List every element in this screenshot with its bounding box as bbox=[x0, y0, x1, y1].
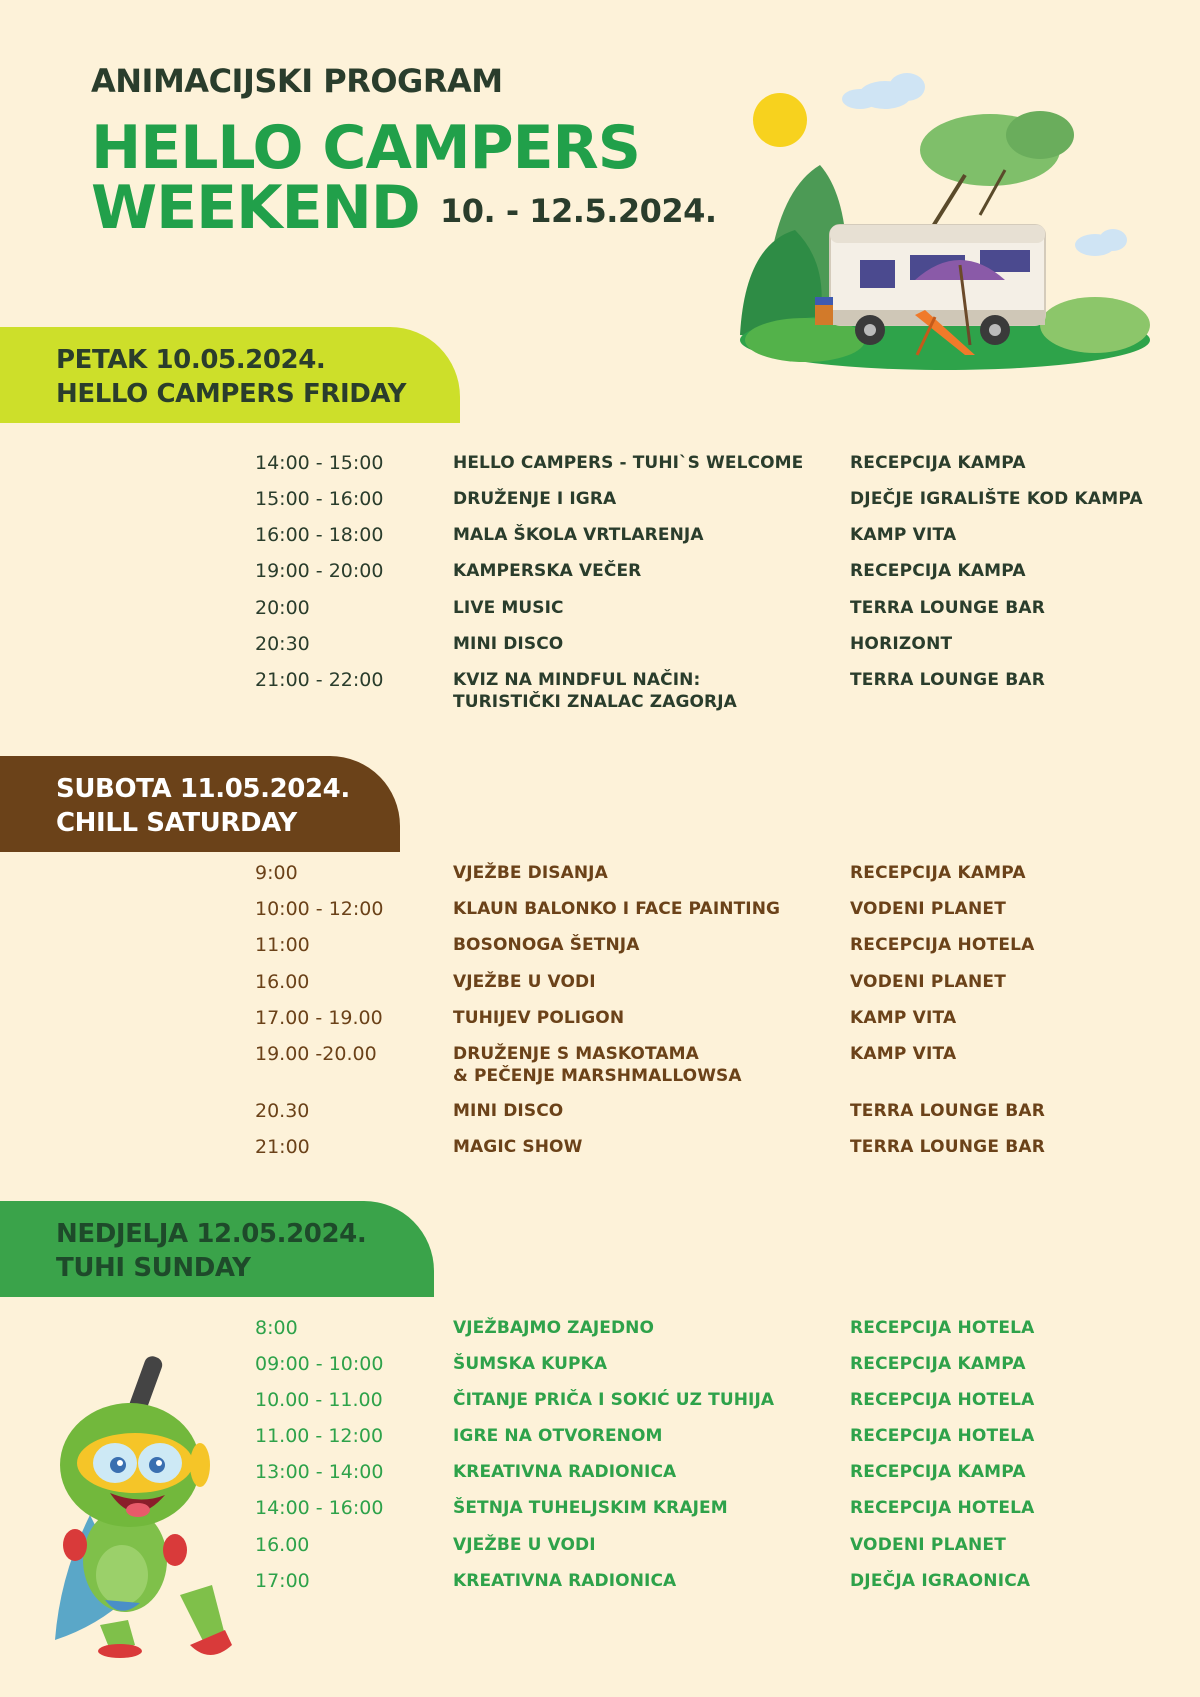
event-location: RECEPCIJA HOTELA bbox=[850, 1426, 1035, 1446]
event-activity bbox=[453, 934, 843, 956]
schedule-row bbox=[0, 597, 1200, 637]
schedule-row bbox=[0, 1043, 1200, 1086]
schedule-row bbox=[0, 898, 1200, 938]
schedule-row bbox=[0, 452, 1200, 492]
event-activity-line: ŠETNJA TUHELJSKIM KRAJEM bbox=[453, 1498, 728, 1518]
event-activity bbox=[453, 1100, 843, 1122]
schedule-row bbox=[0, 633, 1200, 673]
event-activity-line: BOSONOGA ŠETNJA bbox=[453, 935, 640, 955]
event-location: RECEPCIJA KAMPA bbox=[850, 561, 1026, 581]
event-location: TERRA LOUNGE BAR bbox=[850, 1137, 1046, 1157]
event-time: 13:00 - 14:00 bbox=[255, 1461, 384, 1483]
schedule-row bbox=[0, 669, 1200, 712]
event-time: 17:00 bbox=[255, 1570, 310, 1592]
event-activity bbox=[453, 1043, 843, 1087]
event-title-line2: WEEKEND bbox=[91, 173, 420, 243]
event-location: VODENI PLANET bbox=[850, 1535, 1006, 1555]
event-activity bbox=[453, 597, 843, 619]
event-activity bbox=[453, 1425, 843, 1447]
event-time: 20:00 bbox=[255, 597, 310, 619]
event-time: 19:00 - 20:00 bbox=[255, 560, 384, 582]
event-time: 16:00 - 18:00 bbox=[255, 524, 384, 546]
event-time: 21:00 bbox=[255, 1136, 310, 1158]
event-location: DJEČJE IGRALIŠTE KOD KAMPA bbox=[850, 489, 1143, 509]
event-time: 9:00 bbox=[255, 862, 298, 884]
event-activity-line: ČITANJE PRIČA I SOKIĆ UZ TUHIJA bbox=[453, 1390, 775, 1410]
event-title-line1: HELLO CAMPERS bbox=[91, 113, 640, 183]
event-activity-line: VJEŽBAJMO ZAJEDNO bbox=[453, 1318, 655, 1338]
day-header-friday bbox=[0, 327, 460, 423]
camper-van-illustration bbox=[735, 55, 1165, 385]
schedule-row bbox=[0, 524, 1200, 564]
event-time: 20.30 bbox=[255, 1100, 310, 1122]
event-activity-line: VJEŽBE U VODI bbox=[453, 1535, 596, 1555]
event-activity bbox=[453, 1136, 843, 1158]
event-time: 09:00 - 10:00 bbox=[255, 1353, 384, 1375]
event-location: RECEPCIJA KAMPA bbox=[850, 863, 1026, 883]
event-location: KAMP VITA bbox=[850, 1008, 957, 1028]
event-activity-line: MALA ŠKOLA VRTLARENJA bbox=[453, 525, 704, 545]
schedule-row bbox=[0, 560, 1200, 600]
program-eyebrow: ANIMACIJSKI PROGRAM bbox=[91, 62, 503, 100]
event-activity-line: MINI DISCO bbox=[453, 1101, 564, 1121]
event-time: 14:00 - 15:00 bbox=[255, 452, 384, 474]
event-time: 16.00 bbox=[255, 971, 310, 993]
event-time: 10.00 - 11.00 bbox=[255, 1389, 383, 1411]
event-activity-line: TUHIJEV POLIGON bbox=[453, 1008, 625, 1028]
event-time: 8:00 bbox=[255, 1317, 298, 1339]
event-activity bbox=[453, 633, 843, 655]
event-location: DJEČJA IGRAONICA bbox=[850, 1571, 1031, 1591]
event-location: TERRA LOUNGE BAR bbox=[850, 670, 1046, 690]
day-header-theme: CHILL SATURDAY bbox=[56, 808, 297, 838]
event-activity-line: ŠUMSKA KUPKA bbox=[453, 1354, 608, 1374]
event-time: 14:00 - 16:00 bbox=[255, 1497, 384, 1519]
event-activity bbox=[453, 1461, 843, 1483]
schedule-row bbox=[0, 488, 1200, 528]
day-header-theme: TUHI SUNDAY bbox=[56, 1253, 251, 1283]
event-activity-line: VJEŽBE U VODI bbox=[453, 972, 596, 992]
event-time: 19.00 -20.00 bbox=[255, 1043, 377, 1065]
event-activity bbox=[453, 669, 843, 713]
schedule-row bbox=[0, 1136, 1200, 1176]
day-header-date: PETAK 10.05.2024. bbox=[56, 345, 326, 375]
event-activity bbox=[453, 898, 843, 920]
event-activity-line: IGRE NA OTVORENOM bbox=[453, 1426, 663, 1446]
event-location: RECEPCIJA HOTELA bbox=[850, 1318, 1035, 1338]
event-activity bbox=[453, 524, 843, 546]
event-activity-line: KAMPERSKA VEČER bbox=[453, 561, 642, 581]
event-activity-line: DRUŽENJE I IGRA bbox=[453, 489, 617, 509]
schedule-row bbox=[0, 1100, 1200, 1140]
event-activity-line: KREATIVNA RADIONICA bbox=[453, 1571, 677, 1591]
event-activity bbox=[453, 862, 843, 884]
event-location: HORIZONT bbox=[850, 634, 953, 654]
event-time: 15:00 - 16:00 bbox=[255, 488, 384, 510]
event-time: 11.00 - 12:00 bbox=[255, 1425, 384, 1447]
day-header-saturday bbox=[0, 756, 400, 852]
event-activity-line: KVIZ NA MINDFUL NAČIN: bbox=[453, 670, 701, 690]
event-activity-line: MAGIC SHOW bbox=[453, 1137, 583, 1157]
event-activity-line: MINI DISCO bbox=[453, 634, 564, 654]
event-time: 20:30 bbox=[255, 633, 310, 655]
day-header-theme: HELLO CAMPERS FRIDAY bbox=[56, 379, 407, 409]
schedule-row bbox=[0, 934, 1200, 974]
event-location: KAMP VITA bbox=[850, 1044, 957, 1064]
schedule-row bbox=[0, 862, 1200, 902]
event-location: RECEPCIJA KAMPA bbox=[850, 453, 1026, 473]
event-activity bbox=[453, 971, 843, 993]
day-header-date: SUBOTA 11.05.2024. bbox=[56, 774, 350, 804]
day-header-date: NEDJELJA 12.05.2024. bbox=[56, 1219, 367, 1249]
event-activity bbox=[453, 560, 843, 582]
event-activity-line: DRUŽENJE S MASKOTAMA bbox=[453, 1044, 699, 1064]
event-activity bbox=[453, 1317, 843, 1339]
event-location: TERRA LOUNGE BAR bbox=[850, 598, 1046, 618]
event-activity bbox=[453, 1570, 843, 1592]
event-activity bbox=[453, 1497, 843, 1519]
event-activity bbox=[453, 1353, 843, 1375]
event-location: RECEPCIJA HOTELA bbox=[850, 1390, 1035, 1410]
event-location: VODENI PLANET bbox=[850, 899, 1006, 919]
event-time: 17.00 - 19.00 bbox=[255, 1007, 383, 1029]
event-time: 10:00 - 12:00 bbox=[255, 898, 384, 920]
event-activity-line: HELLO CAMPERS - TUHI`S WELCOME bbox=[453, 453, 804, 473]
event-location: TERRA LOUNGE BAR bbox=[850, 1101, 1046, 1121]
event-dates: 10. - 12.5.2024. bbox=[440, 192, 717, 230]
event-activity-line: KREATIVNA RADIONICA bbox=[453, 1462, 677, 1482]
schedule-row bbox=[0, 1007, 1200, 1047]
event-location: RECEPCIJA KAMPA bbox=[850, 1354, 1026, 1374]
event-activity-line: LIVE MUSIC bbox=[453, 598, 564, 618]
event-activity bbox=[453, 1007, 843, 1029]
event-activity bbox=[453, 1534, 843, 1556]
turtle-mascot-snorkel bbox=[40, 1345, 240, 1665]
event-location: KAMP VITA bbox=[850, 525, 957, 545]
schedule-row bbox=[0, 971, 1200, 1011]
event-activity bbox=[453, 1389, 843, 1411]
event-location: RECEPCIJA KAMPA bbox=[850, 1462, 1026, 1482]
event-activity-line: & PEČENJE MARSHMALLOWSA bbox=[453, 1066, 742, 1086]
event-time: 11:00 bbox=[255, 934, 310, 956]
event-activity-line: KLAUN BALONKO I FACE PAINTING bbox=[453, 899, 781, 919]
event-activity-line: TURISTIČKI ZNALAC ZAGORJA bbox=[453, 692, 737, 712]
event-time: 21:00 - 22:00 bbox=[255, 669, 384, 691]
event-activity bbox=[453, 452, 843, 474]
event-time: 16.00 bbox=[255, 1534, 310, 1556]
event-location: VODENI PLANET bbox=[850, 972, 1006, 992]
event-location: RECEPCIJA HOTELA bbox=[850, 1498, 1035, 1518]
event-activity bbox=[453, 488, 843, 510]
day-header-sunday bbox=[0, 1201, 434, 1297]
event-activity-line: VJEŽBE DISANJA bbox=[453, 863, 608, 883]
event-location: RECEPCIJA HOTELA bbox=[850, 935, 1035, 955]
